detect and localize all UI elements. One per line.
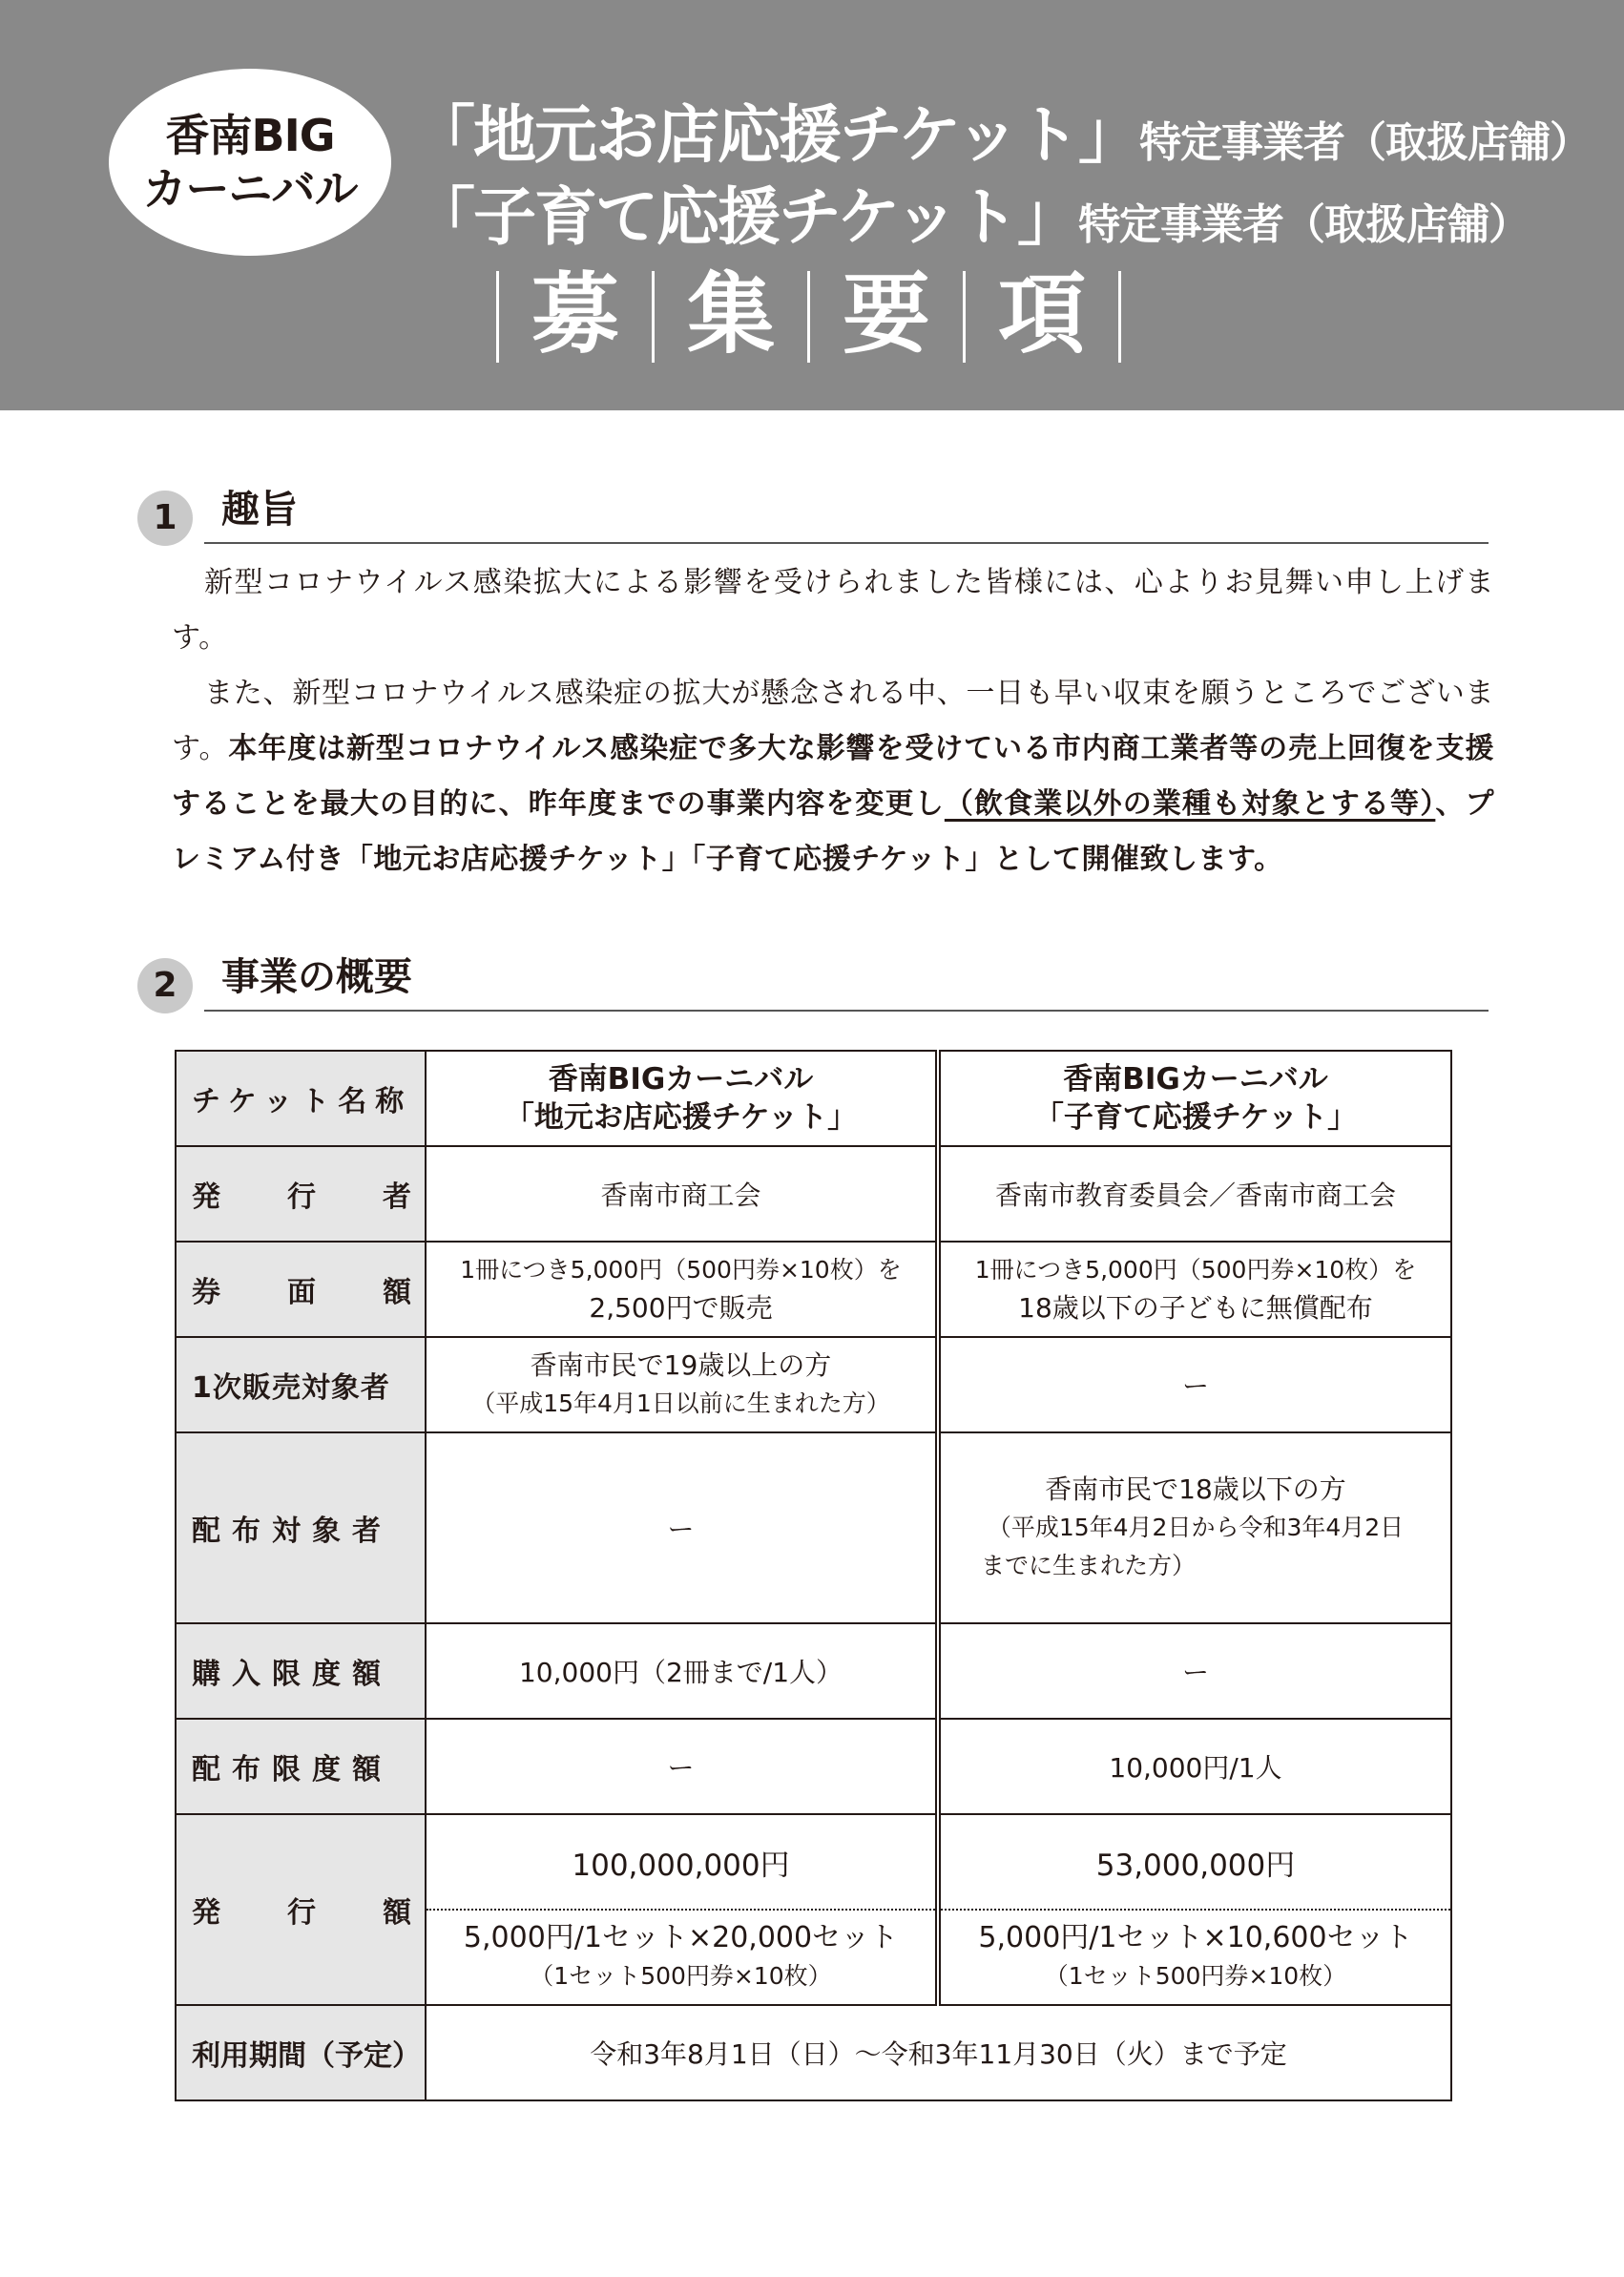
purpose-line-2 [172,666,1494,888]
heading-divider [1118,271,1121,363]
issuer-childcare: 香南市教育委員会／香南市商工会 [938,1146,1451,1242]
first-sale-target-local: 香南市民で19歳以上の方 （平成15年4月1日以前に生まれた方） [426,1337,938,1432]
distribution-target-local: ー [426,1432,938,1623]
event-badge [109,69,391,256]
header-title-2 [412,166,1530,257]
heading-char: 項 [997,263,1086,366]
title2-main: 「子育て応援チケット」 [412,180,1079,254]
issuer-local: 香南市商工会 [426,1146,938,1242]
row-label: 券 面 額 [176,1242,426,1337]
usage-period: 令和3年8月1日（日）～令和3年11月30日（火）まで予定 [426,2005,1451,2100]
purpose-normal: また、新型コロナウイルス感染症の拡大が懸念される中、一日も早い収束を願うところでございます。 [172,677,1494,765]
header-banner [0,0,1624,410]
purchase-limit-childcare: ー [938,1623,1451,1719]
purchase-limit-local: 10,000円（2冊まで/1人） [426,1623,938,1719]
badge-line-1: 香南BIG [165,110,335,161]
table-row [176,1623,1451,1719]
row-label: 発 行 者 [176,1146,426,1242]
section-rule [204,1010,1489,1012]
purpose-underline: （飲食業以外の業種も対象とする等） [944,787,1436,821]
table-row [176,2005,1451,2100]
ticket-name-local: 香南BIGカーニバル 「地元お店応援チケット」 [426,1051,938,1146]
row-label: 配布限度額 [176,1719,426,1814]
row-label: 購入限度額 [176,1623,426,1719]
issue-detail-local: 5,000円/1セット×20,000セット （1セット500円券×10枚） [426,1910,938,2005]
row-label: 1次販売対象者 [176,1337,426,1432]
first-sale-target-childcare: ー [938,1337,1451,1432]
issue-total-local: 100,000,000円 [426,1814,938,1910]
distribution-limit-childcare: 10,000円/1人 [938,1719,1451,1814]
heading-char: 要 [842,263,930,366]
distribution-limit-local: ー [426,1719,938,1814]
recruitment-heading [496,263,1121,366]
issue-total-childcare: 53,000,000円 [938,1814,1451,1910]
section-title: 趣旨 [221,488,298,532]
table-row [176,1432,1451,1623]
row-label: チケット名称 [176,1051,426,1146]
issue-detail-childcare: 5,000円/1セット×10,600セット （1セット500円券×10枚） [938,1910,1451,2005]
overview-table [175,1050,1452,2101]
section-rule [204,542,1489,544]
purpose-tail: 、プレミアム付き「地元お店応援チケット」「子育て応援チケット」として開催致します。 [172,787,1495,876]
badge-line-2: カーニバル [142,163,358,215]
title1-sub: 特定事業者（取扱店舗） [1139,118,1592,167]
section-number: 1 [137,491,193,546]
row-label: 利用期間（予定） [176,2005,426,2100]
section-2-heading [137,950,1489,1008]
table-row [176,1814,1451,1910]
table-row [176,1242,1451,1337]
section-title: 事業の概要 [221,955,412,999]
section-number: 2 [137,958,193,1013]
table-row [176,1337,1451,1432]
table-row [176,1051,1451,1146]
header-title-1 [412,84,1591,175]
purpose-line-1: 新型コロナウイルス感染拡大による影響を受けられました皆様には、心よりお見舞い申し上げます。 [172,566,1494,655]
title1-main: 「地元お店応援チケット」 [412,98,1140,172]
ticket-name-childcare: 香南BIGカーニバル 「子育て応援チケット」 [938,1051,1451,1146]
distribution-target-childcare: 香南市民で18歳以下の方 （平成15年4月2日から令和3年4月2日 までに生まれた方） [938,1432,1451,1623]
heading-char: 集 [686,263,775,366]
section-1-heading [137,483,1489,540]
purpose-bold: 本年度は新型コロナウイルス感染症で多大な影響を受けている市内商工業者等の売上回復を支援することを最大の目的に、昨年度までの事業内容を変更し [172,732,1494,821]
table-row [176,1719,1451,1814]
face-value-childcare: 1冊につき5,000円（500円券×10枚）を 18歳以下の子どもに無償配布 [938,1242,1451,1337]
row-label: 発 行 額 [176,1814,426,2005]
face-value-local: 1冊につき5,000円（500円券×10枚）を 2,500円で販売 [426,1242,938,1337]
heading-char: 募 [531,263,619,366]
table-row [176,1146,1451,1242]
purpose-paragraph [172,555,1494,888]
title2-sub: 特定事業者（取扱店舗） [1078,200,1530,249]
row-label: 配布対象者 [176,1432,426,1623]
